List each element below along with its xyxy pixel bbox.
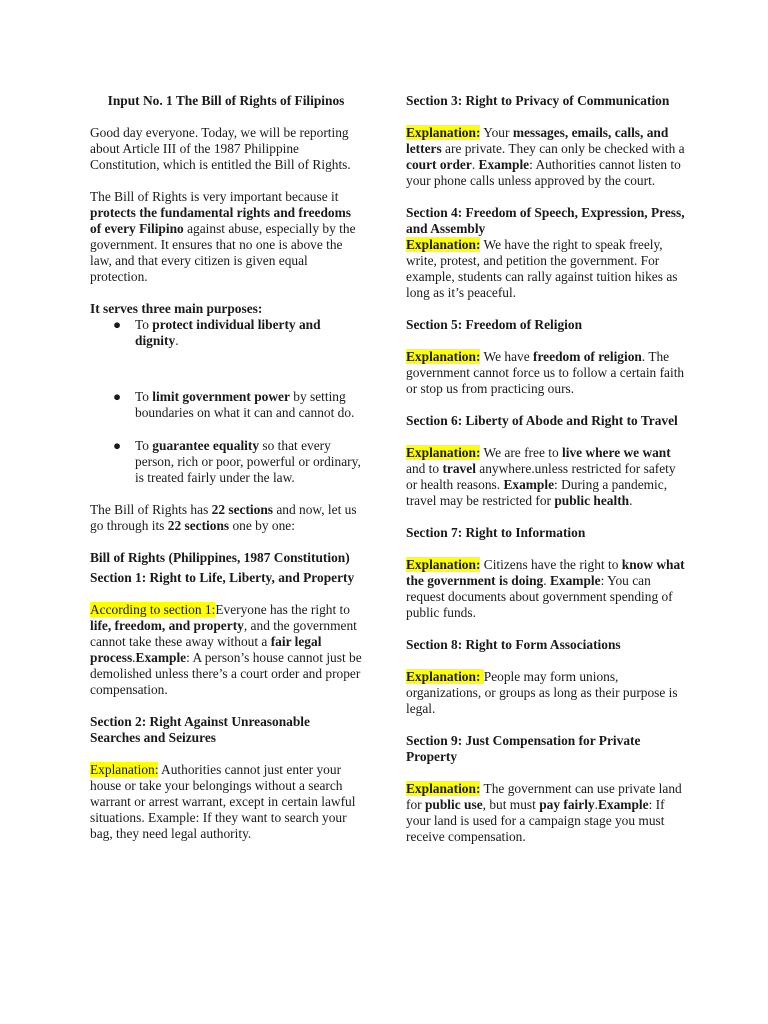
purposes-list [90,317,362,486]
section-5-body: Explanation: We have freedom of religion. The government cannot force us to follow a certain faith or stop us from practicing ours. [406,349,685,396]
purposes-heading: It serves three main purposes: [90,301,263,316]
section-9-body: Explanation: The government can use private land for public use, but must pay fairly.Example: If your land is used for a campaign stage you must receive compensation. [406,781,682,844]
section-7-body: Explanation: Citizens have the right to know what the government is doing. Example: You can request documents about government spending of public funds. [406,557,685,620]
section-4-body: Explanation: We have the right to speak freely, write, protest, and petition the government. For example, students can rally against tuition hikes as long as it’s peaceful. [406,237,678,300]
highlight-label: Explanation: [406,125,481,140]
sections-count-paragraph: The Bill of Rights has 22 sections and now, let us go through its 22 sections one by one: [90,502,357,533]
section-3-heading: Section 3: Right to Privacy of Communication [406,93,670,108]
right-column [406,0,688,845]
bullet-icon: ● [113,317,122,332]
bill-of-rights-heading: Bill of Rights (Philippines, 1987 Constitution) [90,550,350,565]
importance-paragraph: The Bill of Rights is very important because it protects the fundamental rights and freedoms of every Filipino against abuse, especially by the government. It ensures that no one is above the law, and that every citizen is given equal protection. [90,189,356,284]
section-5-heading: Section 5: Freedom of Religion [406,317,583,332]
left-column [90,0,362,842]
section-6-heading: Section 6: Liberty of Abode and Right to Travel [406,413,678,428]
bullet-icon: ● [113,438,122,453]
section-3-body: Explanation: Your messages, emails, calls, and letters are private. They can only be checked with a court order. Example: Authorities cannot listen to your phone calls unless approved by the court. [406,125,685,188]
bullet-icon: ● [113,389,122,404]
highlight-label: Explanation: [406,349,481,364]
highlight-label: Explanation: [406,557,481,572]
intro-paragraph: Good day everyone. Today, we will be reporting about Article III of the 1987 Philippine Constitution, which is entitled the Bill of Rights. [90,125,351,172]
section-1-heading: Section 1: Right to Life, Liberty, and Property [90,570,355,585]
section-6-body: Explanation: We are free to live where we want and to travel anywhere.unless restricted for safety or health reasons. Example: During a pandemic, travel may be restricted for public health. [406,445,676,508]
section-4-heading: Section 4: Freedom of Speech, Expression, Press, and Assembly [406,205,685,236]
list-item: ● To limit government power by setting boundaries on what it can and cannot do. [113,389,355,420]
highlight-label: Explanation: [406,237,481,252]
section-8-heading: Section 8: Right to Form Associations [406,637,621,652]
highlight-label: Explanation: [90,762,159,777]
section-1-body: According to section 1:Everyone has the right to life, freedom, and property, and the government cannot take these away without a fair legal process.Example: A person’s house cannot just be demolished unless there’s a court order and proper compensation. [90,602,362,697]
section-2-heading: Section 2: Right Against Unreasonable Searches and Seizures [90,714,310,745]
list-item: ● To protect individual liberty and dignity. [113,317,321,348]
importance-emphasis: protects the fundamental rights and freedoms of every Filipino [90,205,351,236]
highlight-label: Explanation: [406,781,481,796]
highlight-label: Explanation: [406,445,481,460]
section-2-body: Explanation: Authorities cannot just enter your house or take your belongings without a search warrant or arrest warrant, except in certain lawful situations. Example: If they want to search your bag, they need legal authority. [90,762,356,841]
section-9-heading: Section 9: Just Compensation for Private Property [406,733,641,764]
section-7-heading: Section 7: Right to Information [406,525,586,540]
list-item: ● To guarantee equality so that every person, rich or poor, powerful or ordinary, is treated fairly under the law. [113,438,361,485]
highlight-label: Explanation: [406,669,484,684]
highlight-label: According to section 1: [90,602,216,617]
document-title: Input No. 1 The Bill of Rights of Filipinos [107,93,345,108]
section-8-body: Explanation: People may form unions, organizations, or groups as long as their purpose is legal. [406,669,678,716]
